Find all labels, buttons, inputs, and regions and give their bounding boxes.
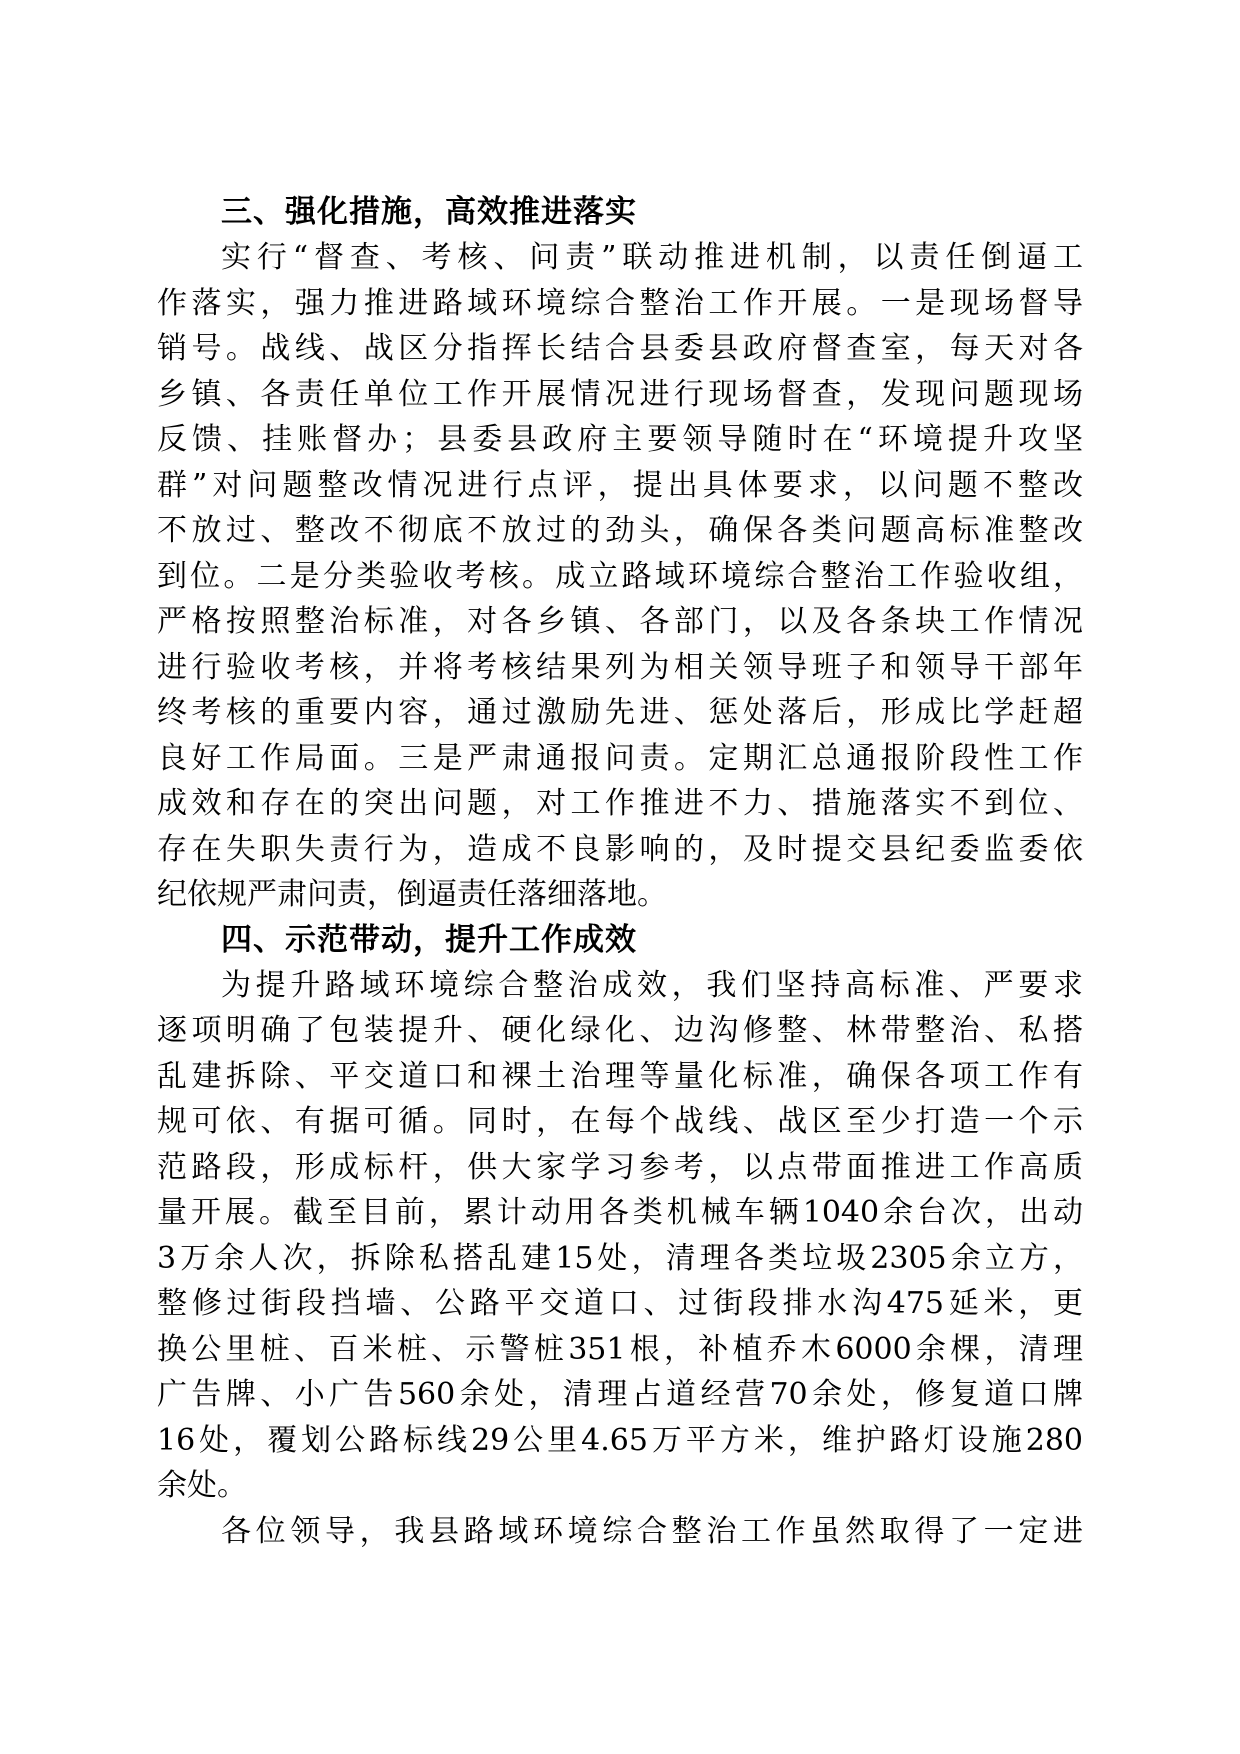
paragraph-line: 作落实，强力推进路域环境综合整治工作开展。一是现场督导 [157, 285, 1083, 321]
paragraph-line: 存在失职失责行为，造成不良影响的，及时提交县纪委监委依 [157, 831, 1083, 867]
paragraph-line: 广告牌、小广告560余处，清理占道经营70余处，修复道口牌 [157, 1377, 1083, 1412]
section-3-paragraph [157, 235, 1083, 918]
paragraph-line: 实行“督查、考核、问责”联动推进机制，以责任倒逼工 [221, 240, 1083, 275]
paragraph-line: 销号。战线、战区分指挥长结合县委县政府督查室，每天对各 [157, 331, 1083, 366]
section-heading-4: 四、示范带动，提升工作成效 [221, 921, 637, 958]
paragraph-line: 乱建拆除、平交道口和裸土治理等量化标准，确保各项工作有 [157, 1058, 1083, 1094]
paragraph-line: 换公里桩、百米桩、示警桩351根，补植乔木6000余棵，清理 [157, 1331, 1083, 1367]
paragraph-line: 进行验收考核，并将考核结果列为相关领导班子和领导干部年 [157, 649, 1083, 685]
paragraph-line: 16处，覆划公路标线29公里4.65万平方米，维护路灯设施280 [157, 1422, 1083, 1458]
paragraph-line: 良好工作局面。三是严肃通报问责。定期汇总通报阶段性工作 [157, 740, 1083, 776]
paragraph-line: 余处。 [157, 1468, 247, 1503]
paragraph-line: 3万余人次，拆除私搭乱建15处，清理各类垃圾2305余立方， [157, 1240, 1083, 1276]
paragraph-line: 到位。二是分类验收考核。成立路域环境综合整治工作验收组， [157, 558, 1083, 594]
paragraph-line: 为提升路域环境综合整治成效，我们坚持高标准、严要求 [221, 967, 1083, 1003]
paragraph-line: 规可依、有据可循。同时，在每个战线、战区至少打造一个示 [157, 1104, 1083, 1139]
paragraph-line: 终考核的重要内容，通过激励先进、惩处落后，形成比学赶超 [157, 695, 1083, 730]
paragraph-line: 量开展。截至目前，累计动用各类机械车辆1040余台次，出动 [157, 1195, 1083, 1230]
paragraph-line: 成效和存在的突出问题，对工作推进不力、措施落实不到位、 [157, 786, 1083, 821]
paragraph-line: 严格按照整治标准，对各乡镇、各部门，以及各条块工作情况 [157, 604, 1083, 639]
paragraph-line: 纪依规严肃问责，倒逼责任落细落地。 [157, 877, 667, 912]
paragraph-line: 范路段，形成标杆，供大家学习参考，以点带面推进工作高质 [157, 1149, 1083, 1185]
paragraph-line: 逐项明确了包装提升、硬化绿化、边沟修整、林带整治、私搭 [157, 1013, 1083, 1048]
closing-paragraph [157, 1509, 1083, 1555]
paragraph-line: 不放过、整改不彻底不放过的劲头，确保各类问题高标准整改 [157, 513, 1083, 548]
paragraph-line: 各位领导，我县路域环境综合整治工作虽然取得了一定进 [221, 1513, 1083, 1549]
paragraph-line: 乡镇、各责任单位工作开展情况进行现场督查，发现问题现场 [157, 376, 1083, 412]
paragraph-line: 反馈、挂账督办；县委县政府主要领导随时在“环境提升攻坚 [157, 422, 1083, 457]
section-heading-3: 三、强化措施，高效推进落实 [221, 194, 637, 230]
paragraph-line: 整修过街段挡墙、公路平交道口、过街段排水沟475延米，更 [157, 1286, 1083, 1321]
document-page [157, 190, 1083, 1554]
section-4-paragraph [157, 963, 1083, 1509]
paragraph-line: 群”对问题整改情况进行点评，提出具体要求，以问题不整改 [157, 467, 1083, 503]
